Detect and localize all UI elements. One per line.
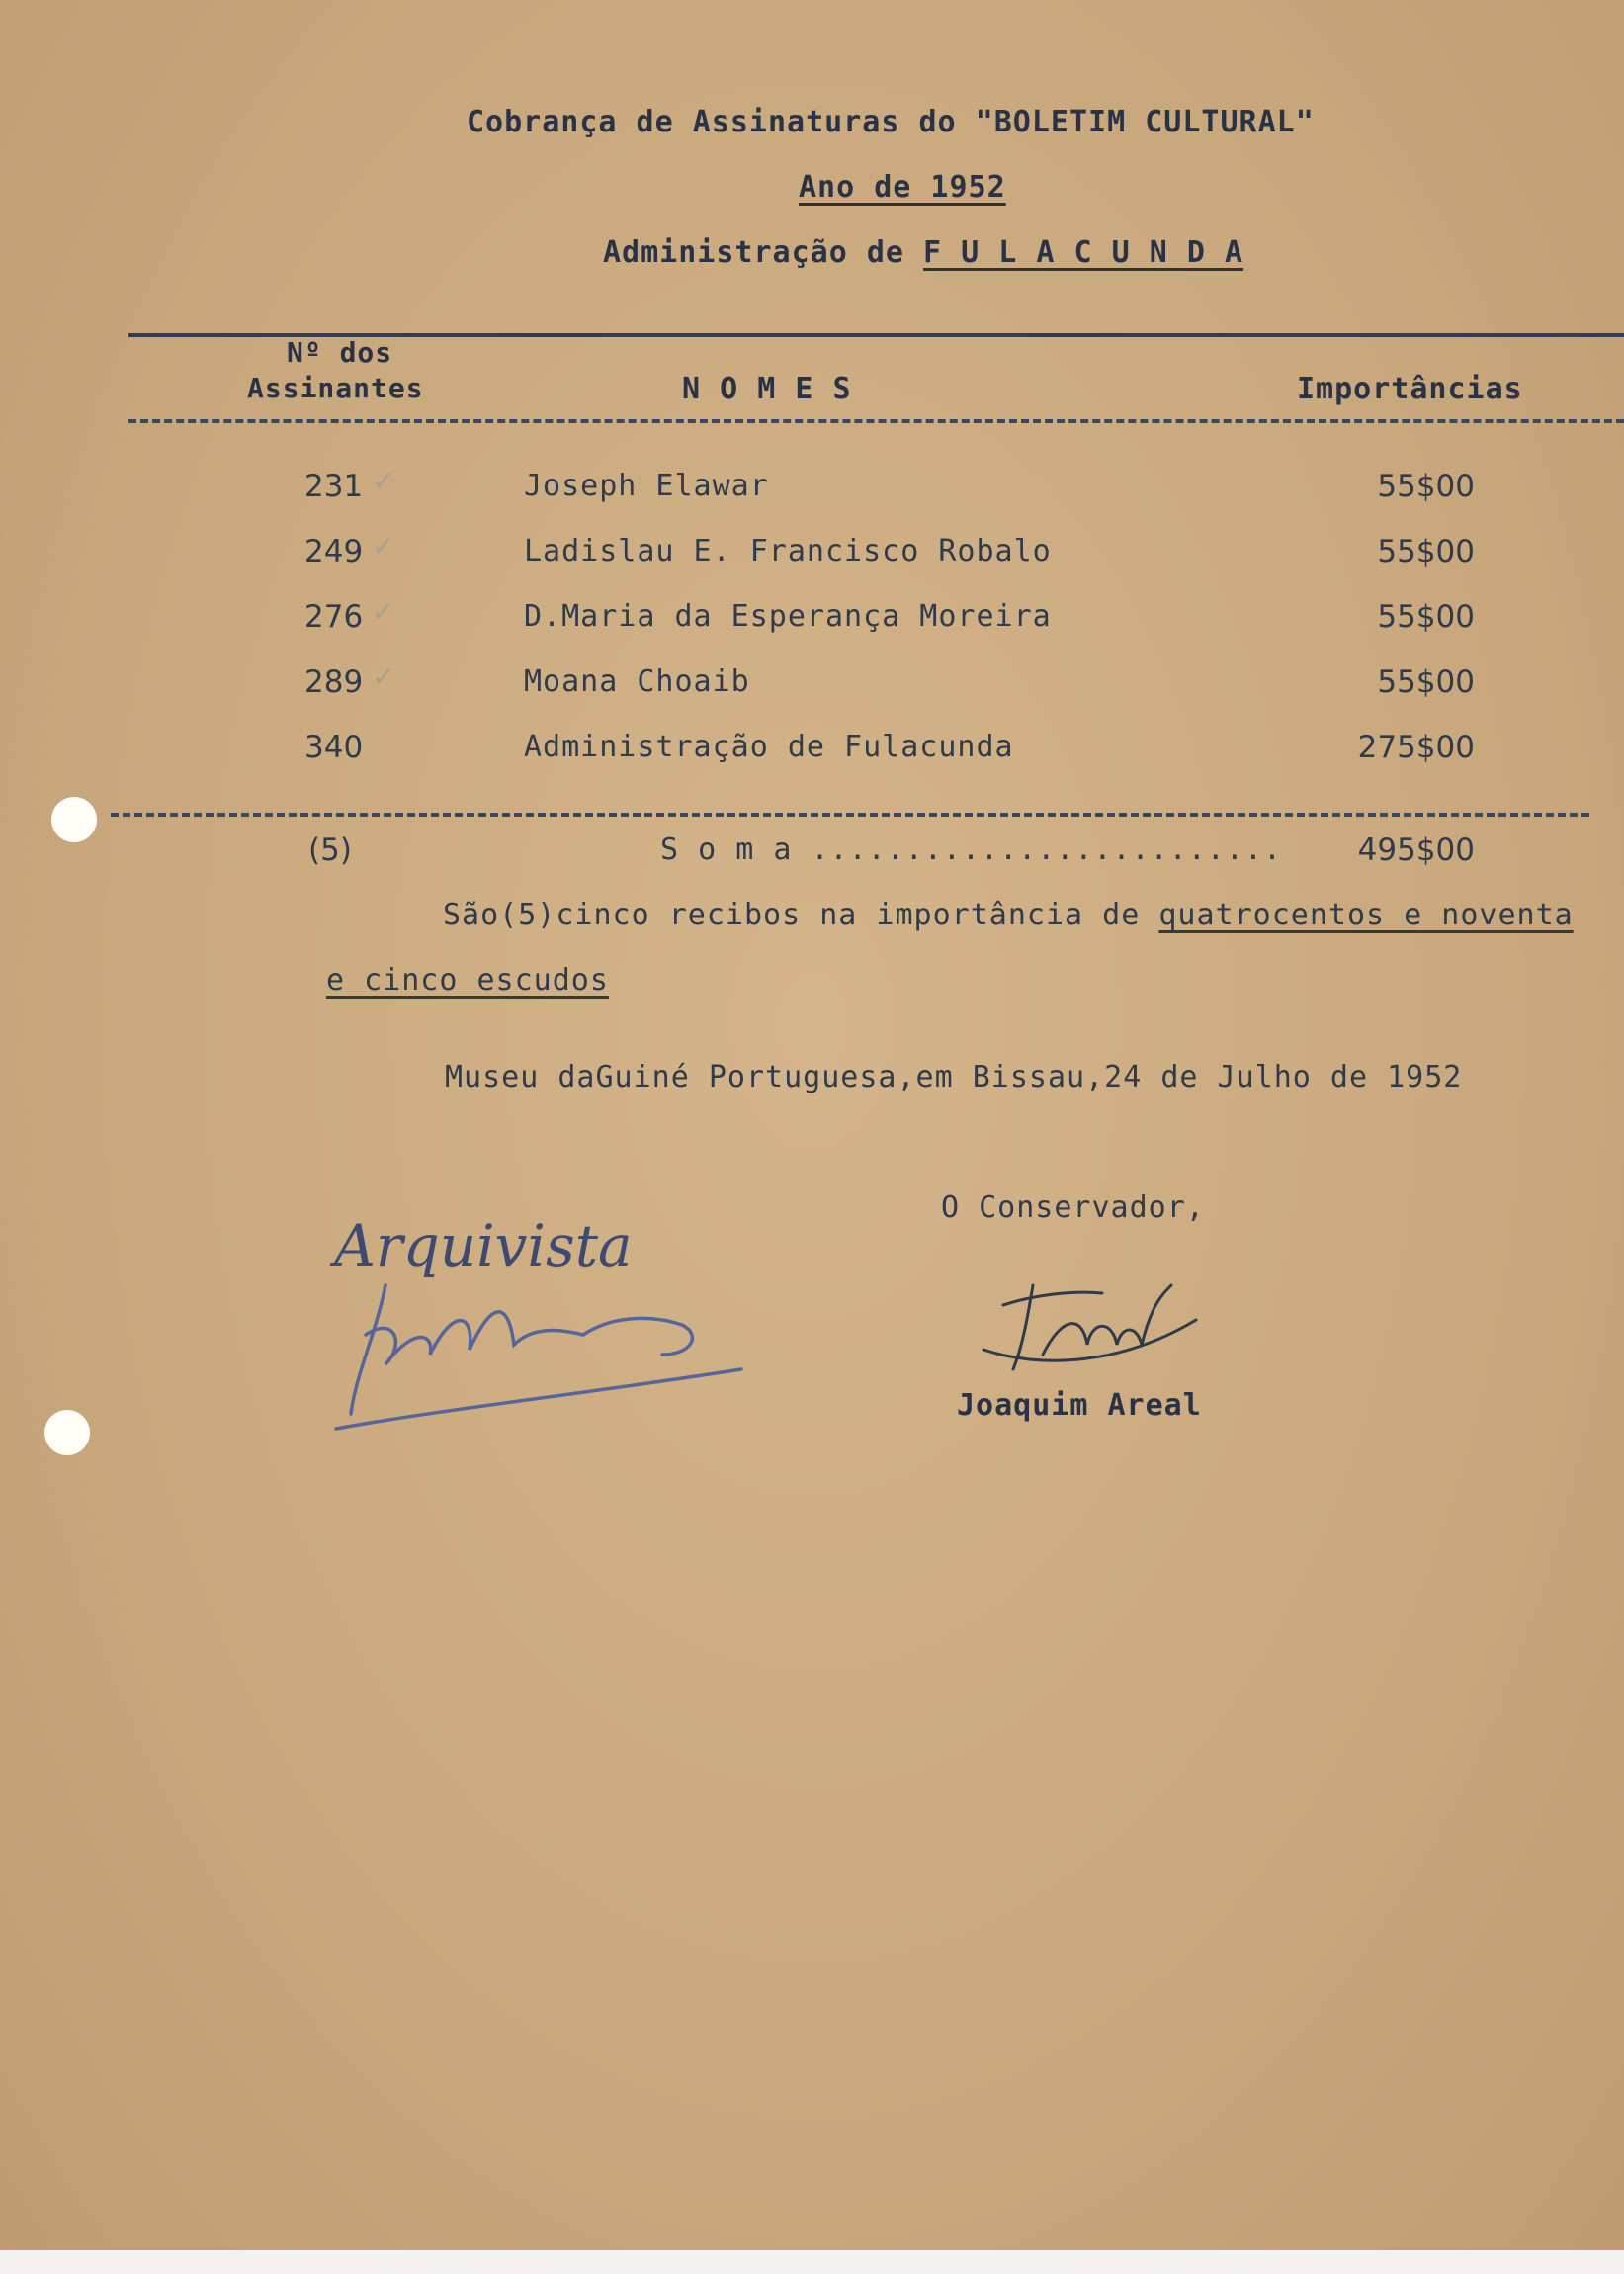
conservator-name: Joaquim Areal	[957, 1388, 1202, 1423]
table-total-rule	[111, 813, 1589, 817]
row-number: 231	[304, 469, 364, 504]
document-title: Cobrança de Assinaturas do "BOLETIM CULTURAL"	[467, 105, 1315, 139]
total-label: S o m a .........................	[660, 832, 1283, 867]
statement-amount-words-2: e cinco escudos	[326, 963, 609, 998]
row-number: 289	[304, 664, 364, 700]
row-amount: 275$00	[1357, 730, 1475, 765]
place-date: Museu daGuiné Portuguesa,em Bissau,24 de Julho de 1952	[445, 1060, 1463, 1094]
total-count: (5)	[308, 832, 352, 868]
column-header-names: N O M E S	[682, 372, 852, 406]
document-year: Ano de 1952	[799, 170, 1006, 205]
statement-amount-words-1: quatrocentos e noventa	[1158, 898, 1574, 932]
row-name: Moana Choaib	[524, 664, 750, 699]
row-number: 249	[304, 534, 364, 569]
row-name: D.Maria da Esperança Moreira	[524, 599, 1052, 634]
row-name: Ladislau E. Francisco Robalo	[524, 534, 1052, 568]
total-amount: 495$00	[1357, 832, 1475, 868]
scan-edge	[0, 2250, 1624, 2274]
check-mark-icon: ✓	[372, 530, 395, 563]
row-amount: 55$00	[1377, 534, 1475, 569]
handwritten-note-text: Arquivista	[334, 1212, 633, 1279]
administration-name: F U L A C U N D A	[923, 235, 1244, 270]
check-mark-icon: ✓	[372, 465, 395, 497]
row-amount: 55$00	[1377, 599, 1475, 635]
statement-prefix: São(5)cinco recibos na importância de	[443, 898, 1159, 932]
row-name: Administração de Fulacunda	[524, 730, 1014, 764]
table-header-rule	[128, 419, 1624, 423]
row-number: 340	[304, 730, 364, 765]
administration-heading	[603, 235, 1243, 270]
row-number: 276	[304, 599, 364, 635]
administration-prefix: Administração de	[603, 235, 904, 270]
row-amount: 55$00	[1377, 469, 1475, 504]
column-header-number-line2: Assinantes	[247, 372, 424, 404]
column-header-number-line1: Nº dos	[287, 336, 393, 369]
binder-hole-top	[51, 797, 97, 842]
row-name: Joseph Elawar	[524, 469, 769, 503]
statement-line-1	[443, 898, 1574, 932]
check-mark-icon: ✓	[372, 595, 395, 628]
conservator-title: O Conservador,	[941, 1190, 1205, 1225]
column-header-amounts: Importâncias	[1297, 372, 1523, 406]
row-amount: 55$00	[1377, 664, 1475, 700]
binder-hole-bottom	[44, 1410, 90, 1455]
check-mark-icon: ✓	[372, 660, 395, 693]
